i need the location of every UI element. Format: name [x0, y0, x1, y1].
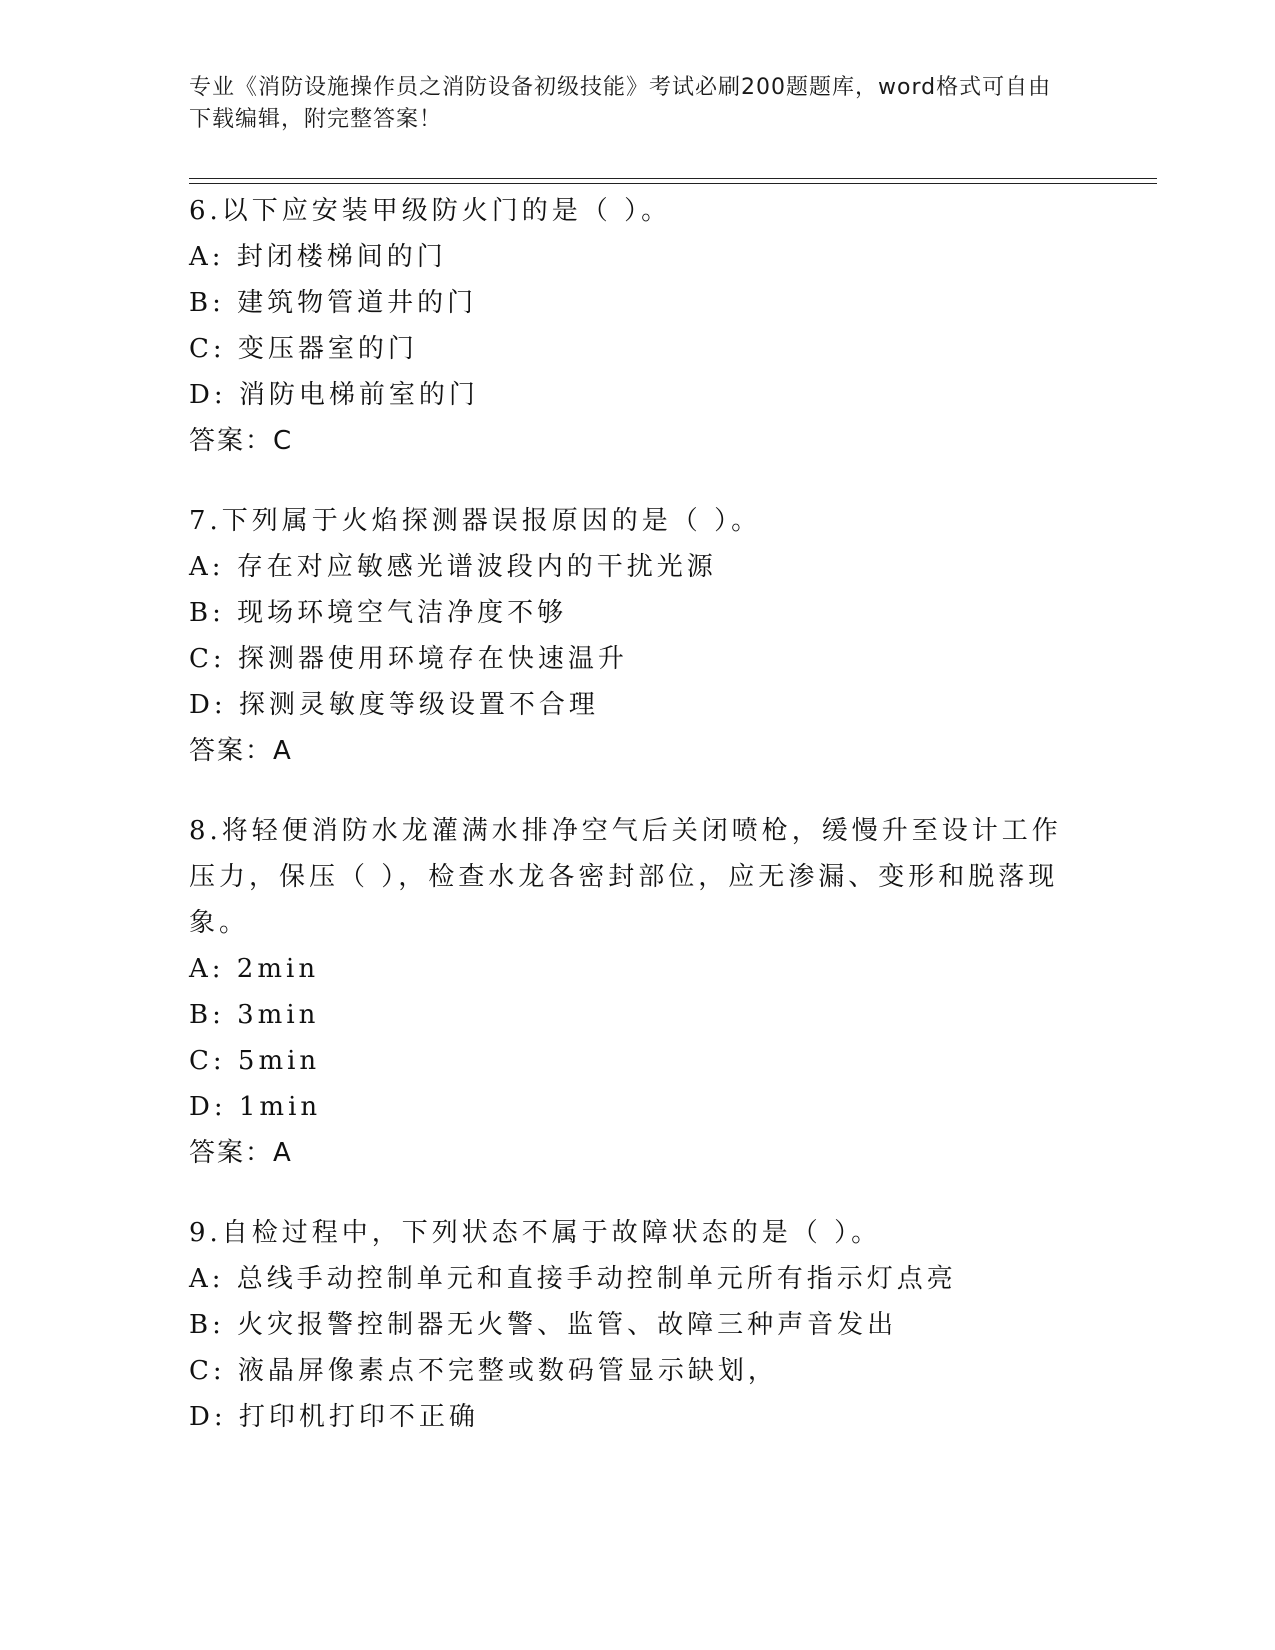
option-d: D: 1min — [189, 1092, 322, 1122]
answer-line: 答案：C — [189, 426, 294, 456]
header-divider-top — [189, 178, 1157, 179]
option-a: A: 存在对应敏感光谱波段内的干扰光源 — [189, 552, 717, 582]
option-c: C: 变压器室的门 — [189, 334, 418, 364]
question-7 — [189, 498, 1089, 774]
document-header — [189, 72, 1069, 136]
option-b: B: 火灾报警控制器无火警、监管、故障三种声音发出 — [189, 1310, 898, 1340]
option-b: B: 现场环境空气洁净度不够 — [189, 598, 568, 628]
question-stem: 6.以下应安装甲级防火门的是（ ）。 — [189, 196, 672, 226]
option-c: C: 探测器使用环境存在快速温升 — [189, 644, 628, 674]
option-c: C: 液晶屏像素点不完整或数码管显示缺划， — [189, 1356, 778, 1386]
option-c: C: 5min — [189, 1046, 321, 1076]
option-a: A: 总线手动控制单元和直接手动控制单元所有指示灯点亮 — [189, 1264, 957, 1294]
option-a: A: 封闭楼梯间的门 — [189, 242, 447, 272]
option-a: A: 2min — [189, 954, 320, 984]
question-stem: 9.自检过程中，下列状态不属于故障状态的是（ ）。 — [189, 1218, 882, 1248]
header-divider-bottom — [189, 183, 1157, 184]
question-9 — [189, 1210, 1089, 1440]
answer-line: 答案：A — [189, 736, 293, 766]
question-stem: 8.将轻便消防水龙灌满水排净空气后关闭喷枪，缓慢升至设计工作压力，保压（ ），检查水龙各密封部位，应无渗漏、变形和脱落现象。 — [189, 816, 1062, 938]
option-b: B: 建筑物管道井的门 — [189, 288, 478, 318]
question-stem: 7.下列属于火焰探测器误报原因的是（ ）。 — [189, 506, 762, 536]
option-d: D: 打印机打印不正确 — [189, 1402, 479, 1432]
option-d: D: 消防电梯前室的门 — [189, 380, 479, 410]
question-6 — [189, 188, 1089, 464]
answer-line: 答案：A — [189, 1138, 293, 1168]
header-text: 专业《消防设施操作员之消防设备初级技能》考试必刷200题题库，word格式可自由下载编辑，附完整答案！ — [189, 75, 1052, 132]
option-b: B: 3min — [189, 1000, 320, 1030]
option-d: D: 探测灵敏度等级设置不合理 — [189, 690, 599, 720]
question-list — [189, 188, 1089, 1474]
question-8 — [189, 808, 1089, 1176]
